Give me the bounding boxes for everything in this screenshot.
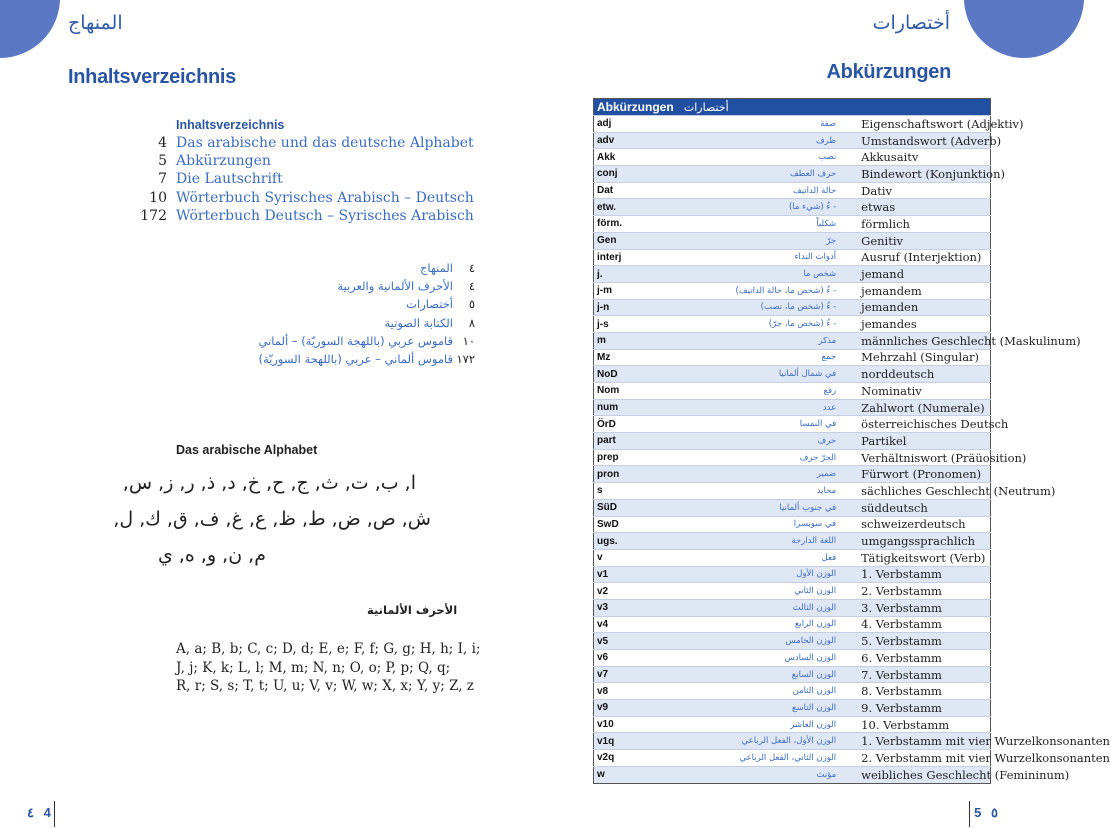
table-row: [594, 616, 991, 633]
german-alphabet-line: A, a; B, b; C, c; D, d; E, e; F, f; G, g; H, h; I, i;: [176, 641, 481, 657]
german-meaning-cell: Verhältniswort (Präüosition): [861, 450, 1027, 465]
abbreviation-cell: v8: [597, 685, 609, 697]
german-meaning-cell: 9. Verbstamm: [861, 700, 942, 715]
table-row: [594, 316, 991, 333]
toc-label: Wörterbuch Deutsch – Syrisches Arabisch: [176, 207, 474, 224]
page-number-arabic: ٥: [991, 805, 998, 820]
right-page-number: [974, 805, 998, 821]
table-row: [594, 566, 991, 583]
table-row: [594, 700, 991, 717]
toc-item: [140, 207, 474, 225]
abbreviation-cell: v6: [597, 652, 609, 664]
table-row: [594, 716, 991, 733]
toc-page-number: 172: [140, 207, 167, 224]
german-meaning-cell: 2. Verbstamm: [861, 584, 942, 599]
table-row: [594, 516, 991, 533]
toc-arabic-item: [250, 277, 475, 295]
toc-arabic-item: [250, 314, 475, 332]
german-meaning-cell: förmlich: [861, 216, 910, 231]
abbreviation-cell: Gen: [597, 235, 617, 247]
table-row: [594, 282, 991, 299]
toc-arabic-label: قاموس ألماني – عربي (باللهجة السوريّة): [258, 352, 453, 367]
page-number: 5: [974, 805, 982, 820]
table-row: [594, 299, 991, 316]
german-alphabet: [176, 640, 480, 696]
german-meaning-cell: umgangssprachlich: [861, 534, 976, 549]
abbreviation-cell: j-s: [597, 318, 609, 330]
abbreviation-cell: adv: [597, 135, 615, 147]
arabic-meaning-cell: شخص ما: [803, 269, 837, 280]
abbreviation-cell: SüD: [597, 502, 617, 514]
german-meaning-cell: 1. Verbstamm mit vier Wurzelkonsonanten: [861, 734, 1110, 749]
toc-arabic-page-number: ١٠: [462, 333, 475, 348]
table-row: [594, 132, 991, 149]
table-row: [594, 349, 991, 366]
german-alphabet-line: J, j; K, k; L, l; M, m; N, n; O, o; P, p; Q, q;: [176, 659, 451, 676]
abbreviation-cell: Dat: [597, 185, 614, 197]
german-meaning-cell: Zahlwort (Numerale): [861, 400, 985, 415]
table-row: [594, 383, 991, 400]
toc-arabic-item: [250, 295, 475, 313]
arabic-meaning-cell: - ءُ (شيء ما): [789, 202, 837, 213]
german-meaning-cell: 2. Verbstamm mit vier Wurzelkonsonanten: [861, 750, 1110, 765]
toc-arabic-label: المنهاج: [419, 261, 453, 276]
toc-arabic-list: [250, 259, 475, 368]
arabic-meaning-cell: الوزن الخامس: [785, 636, 837, 647]
table-row: [594, 399, 991, 416]
abbreviation-cell: s: [597, 485, 603, 497]
left-page-number: [27, 805, 51, 821]
toc-item: [140, 170, 474, 188]
table-row: [594, 666, 991, 683]
toc-list: [140, 134, 474, 225]
arabic-meaning-cell: محايد: [816, 485, 837, 496]
toc-arabic-label: الكتابة الصوتية: [384, 315, 453, 330]
table-row: [594, 533, 991, 550]
german-meaning-cell: süddeutsch: [861, 500, 928, 515]
arabic-alphabet-title: Das arabische Alphabet: [176, 443, 318, 457]
abbreviation-cell: v7: [597, 669, 609, 681]
table-row: [594, 199, 991, 216]
german-meaning-cell: jemandem: [861, 283, 922, 298]
page-number-arabic: ٤: [27, 805, 34, 820]
abbreviation-cell: j-m: [597, 285, 612, 297]
table-row: [594, 166, 991, 183]
abbreviation-cell: förm.: [597, 218, 622, 230]
abbreviation-cell: v: [597, 552, 603, 564]
german-meaning-cell: Akkusaitv: [861, 150, 919, 165]
toc-page-number: 10: [149, 189, 167, 206]
german-meaning-cell: Ausruf (Interjektion): [861, 250, 982, 265]
arabic-meaning-cell: ضمير: [816, 469, 837, 480]
toc-arabic-page-number: ١٧٢: [456, 352, 475, 367]
arabic-meaning-cell: أدوات النداء: [794, 252, 837, 263]
table-row: [594, 766, 991, 783]
toc-page-number: 7: [158, 171, 167, 188]
table-row: [594, 433, 991, 450]
arabic-meaning-cell: مؤنث: [816, 769, 837, 780]
toc-page-number: 4: [158, 135, 167, 152]
table-header-arabic: أختصارات: [683, 101, 729, 114]
arabic-meaning-cell: - ءُ (شخص ما، نصب): [760, 302, 837, 313]
abbreviation-cell: ugs.: [597, 535, 618, 547]
arabic-meaning-cell: الوزن السابع: [791, 669, 837, 680]
german-meaning-cell: Genitiv: [861, 233, 904, 248]
german-meaning-cell: sächliches Geschlecht (Neutrum): [861, 483, 1056, 498]
toc-arabic-item: [250, 259, 475, 277]
arabic-meaning-cell: رفع: [823, 385, 837, 396]
abbreviation-cell: adj: [597, 118, 612, 130]
german-alphabet-title: الأحرف الألمانية: [367, 603, 458, 617]
table-row: [594, 449, 991, 466]
german-meaning-cell: 4. Verbstamm: [861, 617, 942, 632]
german-meaning-cell: jemanden: [861, 300, 919, 315]
right-arabic-header: أختصارات: [872, 12, 950, 34]
arabic-meaning-cell: حالة الداتيف: [792, 185, 837, 196]
table-row: [594, 149, 991, 166]
abbreviation-cell: j-n: [597, 301, 610, 313]
arabic-meaning-cell: في سويسرا: [793, 519, 837, 530]
abbreviation-cell: NoD: [597, 368, 618, 380]
arabic-alphabet-row: ش, ص, ض, ط, ظ, ع, غ, ف, ق, ك, ل,: [113, 508, 431, 530]
table-row: [594, 182, 991, 199]
table-row: [594, 249, 991, 266]
arabic-meaning-cell: الوزن العاشر: [790, 719, 837, 730]
table-header-german: Abkürzungen: [597, 100, 674, 114]
arabic-meaning-cell: جمع: [821, 352, 837, 363]
table-row: [594, 483, 991, 500]
arabic-meaning-cell: نصب: [818, 152, 837, 163]
arabic-meaning-cell: شكلياً: [816, 218, 837, 229]
arabic-meaning-cell: الوزن الأول: [796, 569, 837, 580]
arabic-meaning-cell: - ءُ (شخص ما، جرّ): [768, 319, 837, 330]
abbreviations-table: [593, 98, 1110, 784]
arabic-meaning-cell: الوزن الأول، الفعل الرباعي: [741, 736, 837, 747]
german-meaning-cell: Dativ: [861, 183, 893, 198]
table-row: [594, 750, 991, 767]
arabic-meaning-cell: الوزن الثالث: [792, 602, 837, 613]
german-meaning-cell: Partikel: [861, 433, 907, 448]
toc-arabic-page-number: ٤: [468, 261, 475, 276]
german-meaning-cell: jemandes: [861, 317, 917, 332]
abbreviation-cell: Mz: [597, 351, 611, 363]
german-meaning-cell: Umstandswort (Adverb): [861, 133, 1002, 148]
german-meaning-cell: 1. Verbstamm: [861, 567, 942, 582]
table-row: [594, 116, 991, 133]
toc-arabic-page-number: ٤: [468, 279, 475, 294]
table-row: [594, 266, 991, 283]
abbreviation-cell: v2q: [597, 752, 615, 764]
abbreviation-cell: interj: [597, 251, 622, 263]
toc-arabic-label: أختصارات: [406, 297, 453, 312]
german-meaning-cell: Mehrzahl (Singular): [861, 350, 980, 365]
german-meaning-cell: schweizerdeutsch: [861, 517, 966, 532]
arabic-meaning-cell: الوزن التاسع: [792, 702, 837, 713]
abbreviation-cell: part: [597, 435, 616, 447]
corner-decoration-left: [0, 0, 60, 58]
toc-label: Abkürzungen: [176, 153, 271, 170]
arabic-alphabet-row: ا, ب, ت, ث, ج, ح, خ, د, ذ, ر, ز, س,: [122, 472, 416, 494]
german-meaning-cell: 6. Verbstamm: [861, 650, 942, 665]
table-row: [594, 216, 991, 233]
table-row: [594, 583, 991, 600]
toc-item: [140, 189, 474, 207]
table-row: [594, 733, 991, 750]
german-meaning-cell: norddeutsch: [861, 367, 935, 382]
german-meaning-cell: männliches Geschlecht (Maskulinum): [861, 333, 1081, 348]
german-meaning-cell: Nominativ: [861, 383, 922, 398]
german-meaning-cell: Bindewort (Konjunktion): [861, 166, 1005, 181]
abbreviation-cell: Akk: [597, 151, 616, 163]
toc-item: [140, 152, 474, 170]
table-row: [594, 232, 991, 249]
arabic-meaning-cell: الجرّ حرف: [799, 452, 837, 463]
page-number: 4: [43, 805, 51, 820]
german-meaning-cell: etwas: [861, 200, 896, 215]
arabic-meaning-cell: ظرف: [815, 135, 837, 146]
table-header: [594, 99, 991, 116]
german-meaning-cell: 8. Verbstamm: [861, 684, 942, 699]
abbreviation-cell: pron: [597, 468, 620, 480]
abbreviation-cell: w: [597, 769, 605, 781]
german-meaning-cell: 3. Verbstamm: [861, 600, 942, 615]
abbreviation-cell: v1: [597, 568, 609, 580]
abbreviation-cell: num: [597, 402, 619, 414]
german-meaning-cell: 10. Verbstamm: [861, 717, 950, 732]
corner-decoration-right: [964, 0, 1084, 58]
right-page-title: Abkürzungen: [826, 61, 951, 83]
arabic-meaning-cell: حرف العطف: [789, 168, 837, 179]
abbreviation-cell: v10: [597, 719, 614, 731]
abbreviation-cell: ÖrD: [597, 418, 616, 430]
arabic-meaning-cell: جرّ: [826, 235, 837, 246]
arabic-meaning-cell: فعل: [821, 552, 837, 563]
toc-item: [140, 134, 474, 152]
german-meaning-cell: weibliches Geschlecht (Femininum): [861, 767, 1070, 782]
german-meaning-cell: Tätigkeitswort (Verb): [861, 550, 986, 565]
abbreviation-cell: v3: [597, 602, 609, 614]
table-row: [594, 549, 991, 566]
abbreviation-cell: v2: [597, 585, 609, 597]
abbreviation-cell: j.: [597, 268, 603, 280]
abbreviation-cell: SwD: [597, 518, 619, 530]
german-meaning-cell: jemand: [861, 267, 905, 282]
table-row: [594, 366, 991, 383]
arabic-meaning-cell: الوزن الرابع: [794, 619, 837, 630]
arabic-meaning-cell: الوزن الثاني، الفعل الرباعي: [739, 752, 837, 763]
toc-label: Die Lautschrift: [176, 171, 283, 188]
arabic-meaning-cell: عدد: [822, 402, 837, 413]
arabic-meaning-cell: صفة: [820, 118, 837, 129]
abbreviation-cell: v4: [597, 618, 609, 630]
german-meaning-cell: 5. Verbstamm: [861, 634, 942, 649]
table-row: [594, 499, 991, 516]
abbreviation-cell: m: [597, 335, 606, 347]
toc-arabic-page-number: ٥: [468, 297, 475, 312]
toc-arabic-item: [250, 350, 475, 368]
arabic-meaning-cell: مذكر: [818, 335, 837, 346]
german-meaning-cell: Fürwort (Pronomen): [861, 467, 982, 482]
table-row: [594, 650, 991, 667]
abbreviation-cell: prep: [597, 452, 619, 464]
german-alphabet-line: R, r; S, s; T, t; U, u; V, v; W, w; X, x; Y, y; Z, z: [176, 678, 474, 694]
toc-arabic-page-number: ٨: [468, 315, 475, 330]
table-header-row: [594, 99, 991, 116]
table-row: [594, 599, 991, 616]
left-arabic-header: المنهاج: [68, 12, 123, 34]
toc-arabic-label: الأحرف الألمانية والعربية: [337, 279, 453, 294]
arabic-meaning-cell: الوزن السادس: [784, 652, 837, 663]
toc-arabic-item: [250, 332, 475, 350]
german-meaning-cell: österreichisches Deutsch: [861, 417, 1009, 432]
abbreviation-cell: v5: [597, 635, 609, 647]
abbreviation-cell: conj: [597, 168, 618, 180]
table-row: [594, 633, 991, 650]
arabic-meaning-cell: - ءُ (شخص ما، حالة الداتيف): [735, 285, 837, 296]
page-number-divider: [54, 801, 55, 827]
arabic-meaning-cell: اللغة الدارجة: [791, 536, 837, 547]
toc-label: Wörterbuch Syrisches Arabisch – Deutsch: [176, 189, 474, 206]
arabic-meaning-cell: في جنوب ألمانيا: [779, 502, 837, 513]
abbreviation-cell: Nom: [597, 385, 620, 397]
abbreviation-cell: v9: [597, 702, 609, 714]
arabic-meaning-cell: الوزن الثاني: [794, 586, 837, 597]
abbreviation-cell: etw.: [597, 201, 617, 213]
arabic-meaning-cell: الوزن الثامن: [792, 686, 837, 697]
arabic-meaning-cell: في شمال ألمانيا: [778, 369, 837, 380]
arabic-alphabet-row: م, ن, و, ه, ي: [157, 544, 266, 566]
page-number-divider: [969, 801, 970, 827]
toc-arabic-label: قاموس عربي (باللهجة السوريّة) – ألماني: [258, 333, 453, 348]
arabic-meaning-cell: في النمسا: [799, 419, 837, 430]
toc-label: Das arabische und das deutsche Alphabet: [176, 135, 474, 152]
table-row: [594, 683, 991, 700]
german-meaning-cell: Eigenschaftswort (Adjektiv): [861, 116, 1024, 131]
table-row: [594, 416, 991, 433]
left-page-title: Inhaltsverzeichnis: [68, 66, 236, 88]
german-meaning-cell: 7. Verbstamm: [861, 667, 942, 682]
toc-page-number: 5: [158, 153, 167, 170]
toc-subtitle: Inhaltsverzeichnis: [176, 118, 285, 132]
table-row: [594, 332, 991, 349]
arabic-meaning-cell: حرف: [817, 435, 837, 446]
table-row: [594, 466, 991, 483]
abbreviation-cell: v1q: [597, 735, 615, 747]
